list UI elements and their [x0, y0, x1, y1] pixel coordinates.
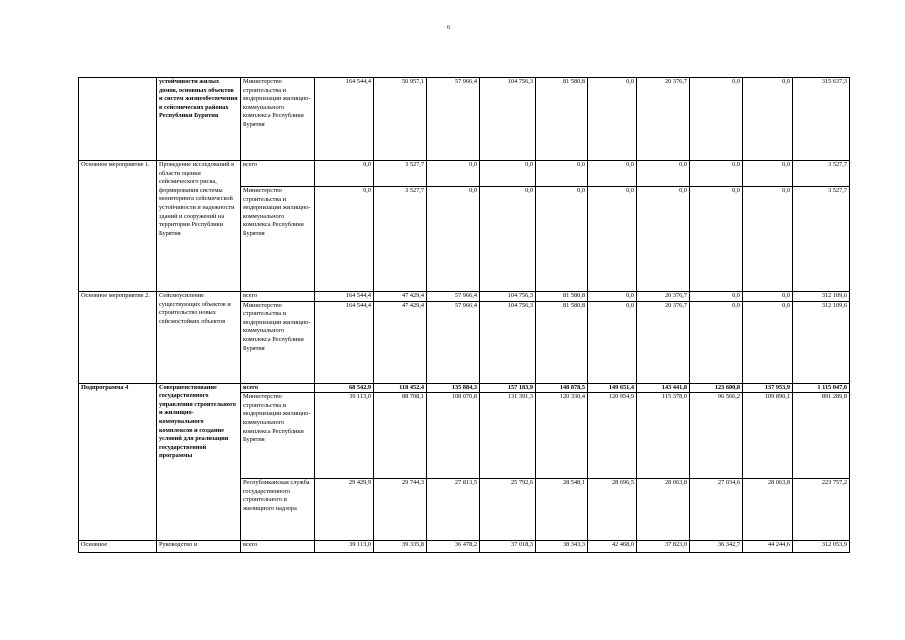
value-cell: 28 063,8 [743, 479, 793, 541]
table-row [79, 541, 850, 553]
page-number: 6 [447, 25, 450, 31]
table-row [79, 383, 850, 393]
value-cell: 0,0 [637, 187, 690, 292]
executor-cell: Министерство строительства и модернизации жилищно-коммунального комплекса Республики Бурятия [241, 187, 315, 292]
value-cell: 37 823,0 [637, 541, 690, 553]
program-name-cell: устойчивости жилых домов, основных объектов и систем жизнеобеспечения в сейсмических районах Республики Бурятия [157, 78, 241, 161]
value-cell: 164 544,4 [315, 301, 374, 383]
value-cell: 0,0 [588, 78, 637, 161]
executor-cell: Министерство строительства и модернизации жилищно-коммунального комплекса Республики Бурятия [241, 78, 315, 161]
value-cell: 104 756,3 [480, 78, 536, 161]
value-cell: 0,0 [480, 161, 536, 187]
value-cell: 57 966,4 [427, 301, 480, 383]
executor-cell: Министерство строительства и модернизации жилищно-коммунального комплекса Республики Бурятия [241, 393, 315, 479]
value-cell: 0,0 [315, 161, 374, 187]
value-cell: 108 070,8 [427, 393, 480, 479]
program-name-cell: Совершенствование государственного управления строительного и жилищно-коммунального комплексов и создание условий для реализации государственной программы [157, 383, 241, 541]
value-cell: 0,0 [588, 292, 637, 302]
value-cell: 157 183,9 [480, 383, 536, 393]
value-cell: 0,0 [743, 301, 793, 383]
table-row [79, 292, 850, 302]
value-cell: 27 034,6 [690, 479, 743, 541]
value-cell: 123 600,8 [690, 383, 743, 393]
value-cell: 28 063,8 [637, 479, 690, 541]
value-cell: 81 580,8 [536, 292, 588, 302]
value-cell: 81 580,8 [536, 301, 588, 383]
value-cell: 29 429,9 [315, 479, 374, 541]
program-code-cell: Основное [79, 541, 157, 553]
value-cell: 39 335,8 [374, 541, 427, 553]
value-cell: 104 756,3 [480, 301, 536, 383]
program-code-cell: Основное мероприятие 2. [79, 292, 157, 384]
value-cell: 0,0 [427, 187, 480, 292]
program-code-cell: Основное мероприятие 1. [79, 161, 157, 292]
value-cell: 39 113,0 [315, 393, 374, 479]
value-cell: 120 954,9 [588, 393, 637, 479]
value-cell: 3 527,7 [793, 187, 850, 292]
budget-table [78, 77, 850, 553]
value-cell: 39 113,0 [315, 541, 374, 553]
program-name-cell: Сейсмоусиление существующих объектов и строительство новых сейсмостойких объектов [157, 292, 241, 384]
value-cell: 104 756,3 [480, 292, 536, 302]
value-cell: 149 651,4 [588, 383, 637, 393]
value-cell: 891 289,8 [793, 393, 850, 479]
value-cell: 42 468,0 [588, 541, 637, 553]
value-cell: 47 429,4 [374, 292, 427, 302]
value-cell: 38 343,3 [536, 541, 588, 553]
value-cell: 20 376,7 [637, 301, 690, 383]
value-cell: 44 244,6 [743, 541, 793, 553]
value-cell: 29 744,3 [374, 479, 427, 541]
value-cell: 96 566,2 [690, 393, 743, 479]
value-cell: 0,0 [690, 187, 743, 292]
executor-cell: всего [241, 292, 315, 302]
value-cell: 57 966,4 [427, 78, 480, 161]
program-name-cell: Проведение исследований в области оценки сейсмического риска, формирования системы мониторинга сейсмической устойчивости и надежности зданий и сооружений на территории Республики Бурятия [157, 161, 241, 292]
value-cell: 27 813,5 [427, 479, 480, 541]
value-cell: 68 542,9 [315, 383, 374, 393]
program-name-cell: Руководство и [157, 541, 241, 553]
value-cell: 28 696,5 [588, 479, 637, 541]
value-cell: 0,0 [588, 187, 637, 292]
executor-cell: всего [241, 541, 315, 553]
value-cell: 0,0 [690, 161, 743, 187]
program-code-cell: Подпрограмма 4 [79, 383, 157, 541]
value-cell: 0,0 [690, 292, 743, 302]
value-cell: 3 527,7 [374, 187, 427, 292]
value-cell: 28 548,1 [536, 479, 588, 541]
value-cell: 36 478,2 [427, 541, 480, 553]
value-cell: 36 342,7 [690, 541, 743, 553]
value-cell: 0,0 [427, 161, 480, 187]
value-cell: 0,0 [536, 161, 588, 187]
value-cell: 223 757,2 [793, 479, 850, 541]
value-cell: 0,0 [480, 187, 536, 292]
value-cell: 143 441,8 [637, 383, 690, 393]
value-cell: 3 527,7 [374, 161, 427, 187]
value-cell: 3 527,7 [793, 161, 850, 187]
value-cell: 137 953,9 [743, 383, 793, 393]
value-cell: 0,0 [743, 78, 793, 161]
value-cell: 109 890,1 [743, 393, 793, 479]
value-cell: 164 544,4 [315, 292, 374, 302]
value-cell: 0,0 [743, 292, 793, 302]
value-cell: 47 429,4 [374, 301, 427, 383]
value-cell: 0,0 [743, 161, 793, 187]
value-cell: 0,0 [588, 301, 637, 383]
table-row [79, 78, 850, 161]
value-cell: 148 878,5 [536, 383, 588, 393]
value-cell: 20 376,7 [637, 292, 690, 302]
value-cell: 0,0 [315, 187, 374, 292]
value-cell: 312 109,6 [793, 301, 850, 383]
value-cell: 0,0 [690, 301, 743, 383]
value-cell: 20 376,7 [637, 78, 690, 161]
value-cell: 118 452,4 [374, 383, 427, 393]
value-cell: 88 708,1 [374, 393, 427, 479]
value-cell: 0,0 [690, 78, 743, 161]
executor-cell: всего [241, 383, 315, 393]
value-cell: 135 884,3 [427, 383, 480, 393]
value-cell: 164 544,4 [315, 78, 374, 161]
value-cell: 37 018,3 [480, 541, 536, 553]
program-code-cell [79, 78, 157, 161]
executor-cell: всего [241, 161, 315, 187]
value-cell: 0,0 [536, 187, 588, 292]
value-cell: 0,0 [588, 161, 637, 187]
value-cell: 81 580,8 [536, 78, 588, 161]
value-cell: 115 378,0 [637, 393, 690, 479]
executor-cell: Министерство строительства и модернизации жилищно-коммунального комплекса Республики Бурятия [241, 301, 315, 383]
value-cell: 57 966,4 [427, 292, 480, 302]
value-cell: 120 330,4 [536, 393, 588, 479]
value-cell: 0,0 [743, 187, 793, 292]
executor-cell: Республиканская служба государственного строительного и жилищного надзора [241, 479, 315, 541]
value-cell: 0,0 [637, 161, 690, 187]
value-cell: 312 109,6 [793, 292, 850, 302]
value-cell: 131 391,3 [480, 393, 536, 479]
value-cell: 25 792,6 [480, 479, 536, 541]
value-cell: 312 053,9 [793, 541, 850, 553]
value-cell: 1 115 047,0 [793, 383, 850, 393]
table-row [79, 161, 850, 187]
value-cell: 315 637,3 [793, 78, 850, 161]
value-cell: 50 957,1 [374, 78, 427, 161]
